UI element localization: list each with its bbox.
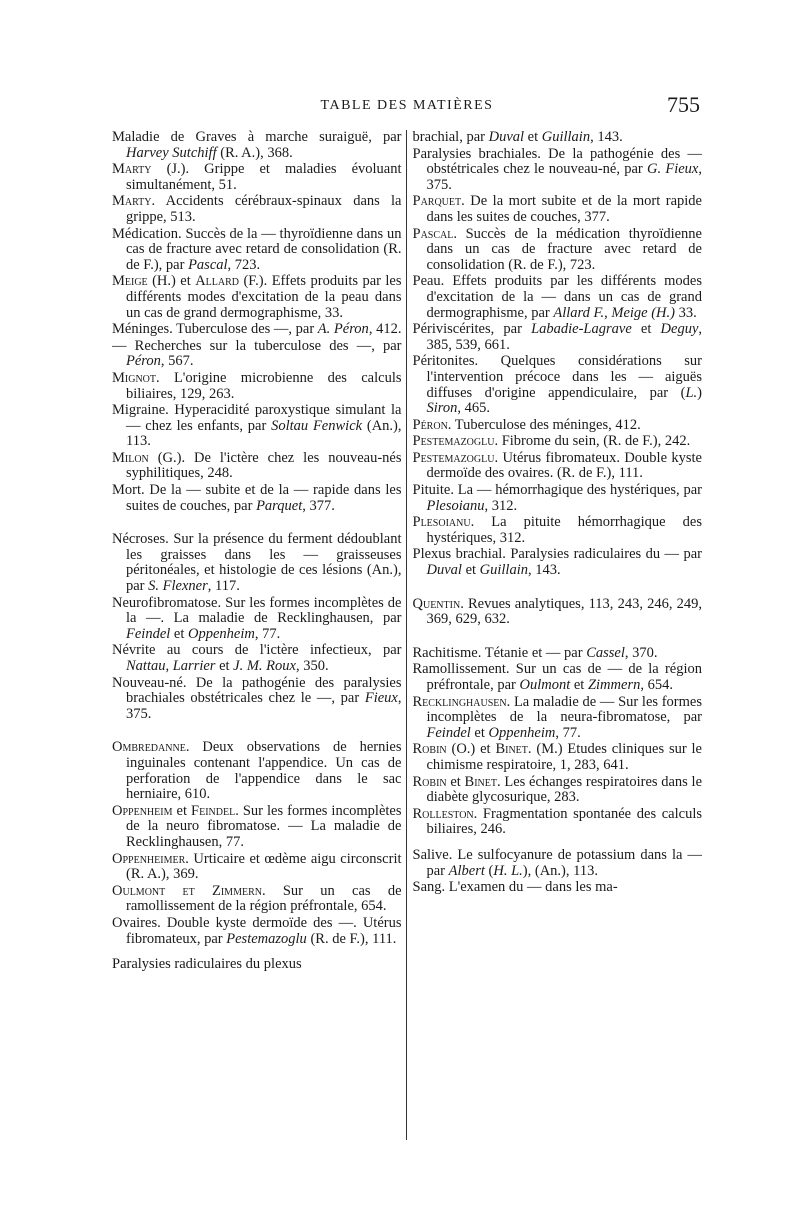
index-entry	[112, 130, 402, 161]
index-entry	[112, 643, 402, 674]
index-entry	[413, 775, 703, 806]
entry-text: , 77.	[555, 724, 581, 741]
italic-text: Siron	[426, 400, 458, 417]
italic-text: G. Fieux	[647, 161, 699, 178]
italic-text: Oppenheim	[188, 625, 255, 642]
italic-text: Feindel	[426, 724, 471, 741]
entry-text: . Urticaire et œdème aigu circonscrit (R. A.), 369.	[126, 850, 402, 883]
author-name: Binet	[495, 741, 528, 758]
entry-text: (R. A.), 368.	[216, 144, 293, 161]
book-page	[112, 88, 702, 1148]
entry-text: , 375.	[426, 161, 702, 193]
entry-text: et	[524, 130, 542, 145]
entry-text: . (M.) Etudes cliniques sur le chimisme respiratoire, 1, 283, 641.	[426, 741, 702, 773]
index-entry	[112, 403, 402, 450]
author-name: Robin	[412, 741, 447, 758]
index-entry	[112, 371, 402, 402]
index-entry	[112, 596, 402, 643]
index-entry	[112, 957, 402, 973]
italic-text: Albert	[448, 862, 485, 879]
italic-text: Péron	[126, 353, 161, 370]
index-entry	[413, 515, 703, 546]
italic-text: Plesoianu	[426, 497, 485, 514]
entry-text: ,	[165, 658, 173, 674]
entry-text: Migraine. Hyperacidité paroxystique simulant la — chez les enfants, par	[112, 402, 402, 434]
author-name: Parquet	[412, 193, 462, 210]
index-columns	[112, 130, 702, 1140]
author-name: Allard	[195, 273, 240, 290]
index-entry	[413, 354, 703, 416]
index-entry	[112, 852, 402, 883]
entry-text: et	[172, 802, 192, 819]
entry-text: . Revues analytiques, 113, 243, 246, 249, 369, 629, 632.	[426, 595, 702, 628]
entry-text: Péritonites. Quelques considérations sur l'intervention précoce dans les — aiguës diffuses d'origine appendiculaire, par (	[412, 353, 702, 401]
entry-text: Sang. L'examen du — dans les ma-	[412, 879, 618, 896]
entry-text: Salive. Le sulfocyanure de potassium dans la — par	[412, 846, 702, 879]
entry-text: , 654.	[640, 677, 673, 693]
author-name: Mignot	[112, 369, 156, 386]
entry-text: . L'origine microbienne des calculs biliaires, 129, 263.	[126, 369, 402, 402]
italic-text: L.	[685, 384, 698, 401]
index-entry	[413, 646, 703, 662]
index-entry	[413, 451, 703, 482]
index-entry	[413, 742, 703, 773]
italic-text: Soltau Fenwick	[271, 417, 363, 434]
entry-text: . De la mort subite et de la mort rapide dans les suites de couches, 377.	[426, 193, 702, 225]
author-name: Pestemazoglu	[412, 433, 495, 450]
entry-text: Neurofibromatose. Sur les formes incomplètes de la —. La maladie de Recklinghausen, par	[112, 594, 402, 627]
author-name: Feindel	[191, 802, 236, 819]
entry-text: Rachitisme. Tétanie et — par	[412, 644, 587, 661]
italic-text: Labadie-Lagrave	[531, 321, 632, 338]
author-name: Robin	[412, 773, 447, 790]
index-entry	[112, 884, 402, 915]
index-entry	[413, 130, 703, 146]
italic-text: Nattau	[126, 658, 166, 674]
author-name: Pestemazoglu	[412, 449, 495, 466]
author-name: Oulmont et Zimmern	[112, 882, 262, 899]
index-entry	[413, 547, 703, 578]
entry-text: (O.) et	[446, 741, 496, 758]
entry-text: et	[470, 724, 489, 741]
italic-text: Cassel	[586, 644, 625, 661]
index-entry	[413, 227, 703, 274]
entry-text: . Sur les formes incomplètes de la neuro fibromatose. — La maladie de Recklinghausen, 77.	[126, 802, 402, 850]
author-name: Meige	[112, 273, 148, 290]
index-entry	[413, 274, 703, 321]
italic-text: Fieux	[364, 690, 398, 707]
index-entry	[413, 807, 703, 838]
entry-text: . Sur un cas de ramollissement de la région préfrontale, 654.	[126, 882, 402, 915]
author-name: Plesoianu	[412, 514, 471, 531]
entry-text: Paralysies brachiales. De la pathogénie des — obstétricales chez le nouveau-né, par	[412, 145, 702, 178]
index-entry	[413, 597, 703, 628]
index-entry	[413, 695, 703, 742]
entry-text: . Tuberculose des méninges, 412.	[447, 416, 641, 433]
author-name: Milon	[112, 449, 149, 466]
index-entry	[112, 274, 402, 321]
author-name: Pascal	[412, 225, 454, 242]
entry-text: et	[170, 625, 189, 642]
index-entry	[112, 227, 402, 274]
entry-text: )	[697, 384, 702, 401]
entry-text: . Fragmentation spontanée des calculs biliaires, 246.	[426, 805, 702, 838]
author-name: Quentin	[412, 595, 461, 612]
entry-text: , 412.	[368, 321, 402, 338]
index-entry	[112, 194, 402, 225]
index-entry	[413, 194, 703, 225]
entry-text: , 143.	[590, 130, 623, 145]
left-column	[112, 130, 407, 1140]
entry-text: , 567.	[160, 353, 194, 370]
entry-text: , 385, 539, 661.	[426, 321, 702, 353]
entry-text: Méninges. Tuberculose des —, par	[112, 321, 318, 338]
running-header	[112, 88, 702, 128]
entry-text: Nouveau-né. De la pathogénie des paralysies brachiales obstétricales chez le —, par	[112, 674, 402, 707]
entry-text: . Succès de la médication thyroïdienne dans un cas de fracture avec retard de consolidation (R. de F.), 723.	[426, 225, 702, 273]
entry-text: Maladie de Graves à marche suraiguë, par	[112, 130, 402, 145]
author-name: Oppenheimer	[112, 850, 186, 867]
index-entry	[112, 162, 402, 193]
entry-text: Névrite au cours de l'ictère infectieux, par	[112, 642, 402, 659]
author-name: Rolleston	[412, 805, 474, 822]
entry-text: (F.). Effets produits par les différents modes d'excitation de la peau dans un cas de grand dermographisme, 33.	[126, 273, 402, 321]
index-entry	[112, 676, 402, 723]
entry-text: ), (An.), 113.	[522, 862, 598, 879]
italic-text: Oppenheim	[488, 724, 556, 741]
entry-text: , 312.	[484, 497, 518, 514]
entry-text: . La maladie de — Sur les formes incomplètes de la neura-fibromatose, par	[426, 693, 702, 726]
entry-text: . Les échanges respiratoires dans le diabète glycosurique, 283.	[426, 773, 702, 806]
entry-text: (An.), 113.	[126, 417, 402, 450]
entry-text: et	[461, 562, 480, 579]
index-entry	[413, 880, 703, 896]
author-name: Marty	[112, 193, 152, 210]
italic-text: Larrier	[172, 658, 216, 674]
italic-text: Guillain	[479, 562, 528, 579]
entry-text: Peau. Effets produits par les différents modes d'excitation de la — dans un cas de grand dermographisme, par	[412, 273, 702, 321]
author-name: Péron	[412, 416, 448, 433]
entry-text: et	[570, 677, 588, 693]
entry-text: Paralysies radiculaires du plexus	[112, 956, 302, 973]
entry-text: , 77.	[254, 625, 281, 642]
index-entry	[112, 916, 402, 947]
entry-text: . Utérus fibromateux. Double kyste dermoïde des ovaires. (R. de F.), 111.	[426, 449, 702, 482]
entry-text: , 143.	[528, 562, 561, 579]
italic-text: Duval	[488, 130, 525, 145]
index-entry	[413, 322, 703, 353]
entry-text: , 375.	[126, 690, 402, 722]
index-entry	[413, 418, 703, 434]
italic-text: Guillain	[541, 130, 591, 145]
author-name: Recklinghausen	[412, 693, 507, 710]
entry-text: et	[446, 773, 465, 790]
entry-text: (G.). De l'ictère chez les nouveau-nés syphilitiques, 248.	[126, 449, 402, 482]
entry-text: Ramollissement. Sur un cas de — de la région préfrontale, par	[412, 661, 702, 693]
entry-text: , 465.	[457, 400, 491, 417]
index-entry	[112, 483, 402, 514]
entry-text: , 370.	[624, 644, 658, 661]
italic-text: J. M. Roux	[233, 658, 296, 674]
entry-text: . Accidents cérébraux-spinaux dans la grippe, 513.	[126, 193, 402, 225]
entry-text: (	[484, 862, 494, 879]
italic-text: Parquet	[256, 497, 303, 514]
italic-text: Harvey Sutchiff	[126, 144, 217, 161]
index-entry	[112, 339, 402, 370]
index-entry	[413, 848, 703, 879]
index-entry	[413, 434, 703, 450]
italic-text: H. L.	[493, 862, 523, 879]
italic-text: Meige (H.)	[611, 304, 675, 321]
italic-text: Pestemazoglu	[226, 930, 307, 947]
italic-text: A. Péron	[317, 321, 369, 338]
index-entry	[112, 740, 402, 802]
italic-text: Zimmern	[587, 677, 641, 693]
entry-text: , 723.	[227, 256, 261, 273]
index-entry	[413, 147, 703, 194]
entry-text: — Recherches sur la tuberculose des —, par	[112, 337, 402, 354]
entry-text: ,	[604, 304, 612, 321]
right-column	[407, 130, 703, 1140]
author-name: Oppenheim	[112, 802, 173, 819]
entry-text: (J.). Grippe et maladies évoluant simultanément, 51.	[126, 161, 402, 193]
entry-text: (R. de F.), 111.	[306, 930, 397, 947]
index-entry	[112, 322, 402, 338]
italic-text: Allard F.	[553, 304, 605, 321]
entry-text: Nécroses. Sur la présence du ferment dédoublant les graisses dans les — graisseuses péritonéales, et histologie de ces lésions (An.), par	[112, 531, 402, 595]
entry-text: , 350.	[295, 658, 329, 674]
index-entry	[112, 451, 402, 482]
entry-text: brachial, par	[412, 130, 489, 145]
index-entry	[413, 662, 703, 693]
entry-text: Périviscérites, par	[412, 321, 532, 338]
entry-text: Ovaires. Double kyste dermoïde des —. Utérus fibromateux, par	[112, 914, 402, 947]
author-name: Ombredanne	[112, 739, 186, 756]
entry-text: Mort. De la — subite et de la — rapide dans les suites de couches, par	[112, 482, 402, 514]
entry-text: . Deux observations de hernies inguinales contenant l'appendice. Un cas de perforation de l'appendice dans le sac herniaire, 610.	[126, 739, 402, 803]
page-number: 755	[667, 92, 700, 117]
entry-text: , 117.	[207, 578, 240, 595]
italic-text: S. Flexner	[148, 578, 208, 595]
entry-text: 33.	[674, 304, 697, 321]
index-entry	[112, 532, 402, 594]
entry-text: Pituite. La — hémorrhagique des hystériques, par	[412, 482, 702, 499]
running-title: TABLE DES MATIÈRES	[320, 98, 494, 113]
italic-text: Oulmont	[519, 677, 571, 693]
entry-text: (H.) et	[147, 273, 196, 290]
entry-text: Médication. Succès de la — thyroïdienne dans un cas de fracture avec retard de consolidation (R. de F.), par	[112, 225, 402, 273]
entry-text: et	[631, 321, 661, 338]
italic-text: Feindel	[126, 625, 171, 642]
author-name: Marty	[112, 161, 152, 178]
entry-text: et	[215, 658, 234, 674]
entry-text: , 377.	[302, 497, 335, 514]
italic-text: Duval	[426, 562, 462, 579]
italic-text: Pascal	[188, 256, 228, 273]
entry-text: Plexus brachial. Paralysies radiculaires du — par	[412, 546, 702, 563]
entry-text: . La pituite hémorrhagique des hystériques, 312.	[426, 514, 702, 546]
author-name: Binet	[464, 773, 497, 790]
entry-text: . Fibrome du sein, (R. de F.), 242.	[494, 433, 691, 450]
index-entry	[112, 804, 402, 851]
italic-text: Deguy	[660, 321, 699, 338]
index-entry	[413, 483, 703, 514]
